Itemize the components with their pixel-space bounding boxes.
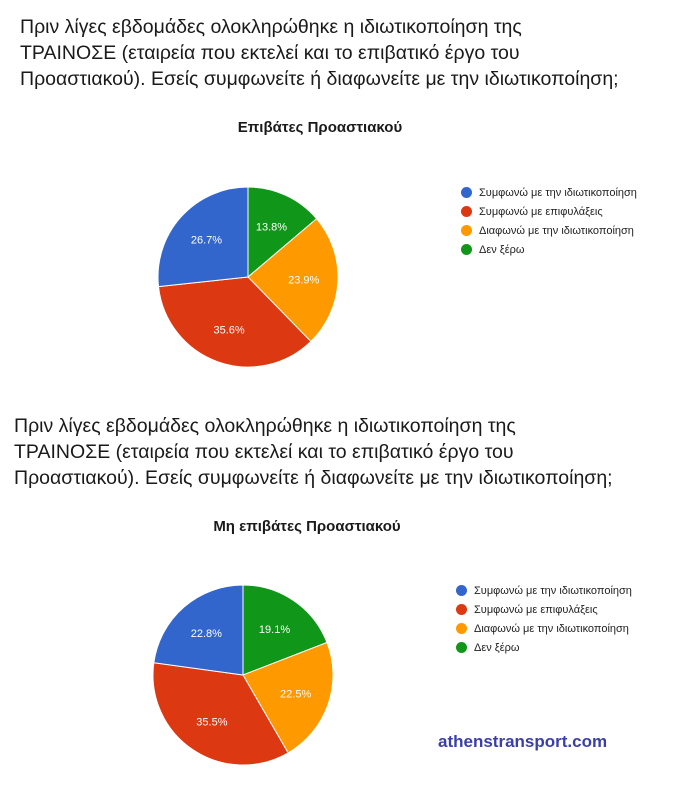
legend-item-agree [456,581,632,600]
chart-title-non-passengers: Μη επιβάτες Προαστιακού [213,518,401,535]
question-text-passengers: Πριν λίγες εβδομάδες ολοκληρώθηκε η ιδιωτικοποίηση της ΤΡΑΙΝΟΣΕ (εταιρεία που εκτελεί και το επιβατικό έργο του Προαστιακού). Εσείς συμφωνείτε ή διαφωνείτε με την ιδιωτικοποίηση; [20,16,619,90]
legend-label-dont-know: Δεν ξέρω [479,243,525,256]
legend-label-agree: Συμφωνώ με την ιδιωτικοποίηση [474,584,632,597]
legend-item-dont-know [456,638,632,657]
legend-label-agree-reservations: Συμφωνώ με επιφυλάξεις [474,603,598,616]
legend-item-disagree [456,619,632,638]
pie-label-disagree: 23.9% [288,274,320,287]
pie-label-disagree: 22.5% [280,688,312,701]
pie-label-agree: 26.7% [190,234,223,247]
legend-swatch-disagree [456,623,467,634]
legend-label-dont-know: Δεν ξέρω [474,641,520,654]
legend-swatch-agree-reservations [456,604,467,615]
watermark-site[interactable]: athenstransport.com [438,732,608,751]
pie-label-agree-reservations: 35.6% [213,324,245,337]
legend-label-agree-reservations: Συμφωνώ με επιφυλάξεις [479,205,603,218]
pie-label-dont-know: 19.1% [258,623,291,636]
pie-label-agree: 22.8% [190,627,222,640]
pie-label-agree-reservations: 35.5% [196,716,228,729]
legend-non-passengers [456,581,632,657]
legend-swatch-agree [456,585,467,596]
legend-label-disagree: Διαφωνώ με την ιδιωτικοποίηση [474,622,629,635]
legend-swatch-dont-know [456,642,467,653]
pie-label-dont-know: 13.8% [255,221,288,234]
legend-label-disagree: Διαφωνώ με την ιδιωτικοποίηση [479,224,634,237]
legend-item-agree-reservations [456,600,632,619]
chart-title-passengers: Επιβάτες Προαστιακού [237,119,403,136]
legend-label-agree: Συμφωνώ με την ιδιωτικοποίηση [479,186,637,199]
question-text-non-passengers: Πριν λίγες εβδομάδες ολοκληρώθηκε η ιδιωτικοποίηση της ΤΡΑΙΝΟΣΕ (εταιρεία που εκτελεί και το επιβατικό έργο του Προαστιακού). Εσείς συμφωνείτε ή διαφωνείτε με την ιδιωτικοποίηση; [14,415,613,489]
